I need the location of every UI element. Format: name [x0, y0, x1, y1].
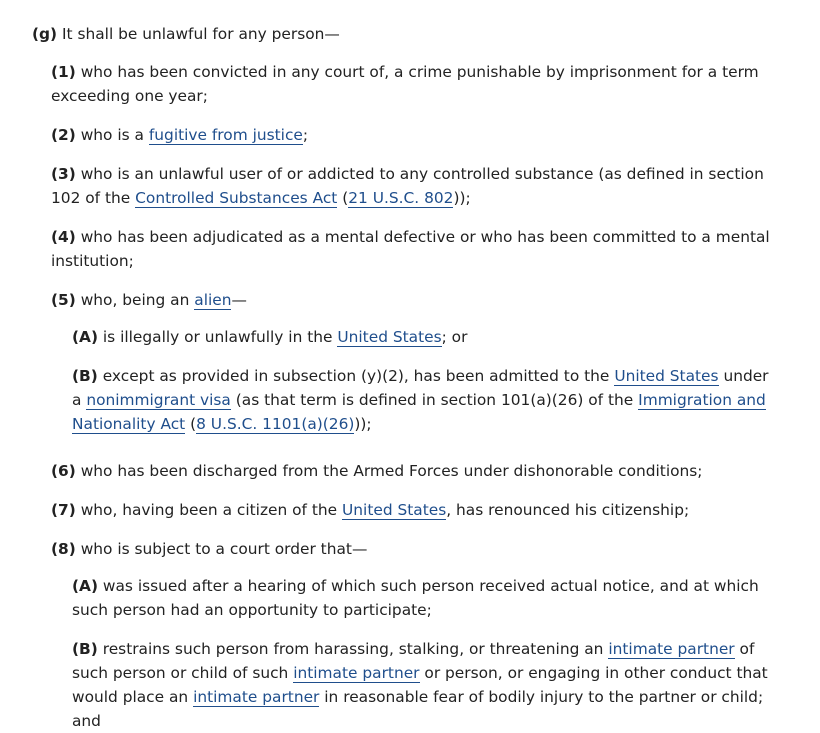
- item-3: [51, 162, 771, 210]
- link-8-usc-1101[interactable]: 8 U.S.C. 1101(a)(26): [196, 415, 355, 433]
- item-5-b-mid1: under a: [72, 367, 769, 409]
- item-4: [51, 225, 771, 273]
- item-8-a-label: (A): [72, 577, 98, 595]
- item-7: [51, 498, 771, 522]
- item-8-b-label: (B): [72, 640, 98, 658]
- item-5-a-end: ; or: [441, 328, 468, 346]
- item-5-a: [72, 325, 777, 349]
- link-intimate-partner[interactable]: intimate partner: [608, 640, 735, 658]
- statute-text: [32, 22, 792, 733]
- item-2-end: ;: [302, 126, 309, 144]
- item-6-text: who has been discharged from the Armed Forces under dishonorable conditions;: [80, 462, 703, 480]
- item-1: [51, 60, 771, 108]
- item-8-a: [72, 574, 777, 622]
- link-alien[interactable]: alien: [194, 291, 232, 309]
- item-4-text: who has been adjudicated as a mental defective or who has been committed to a mental institution;: [51, 228, 770, 270]
- item-6: [51, 459, 771, 483]
- item-5-b-paren: (: [190, 415, 197, 433]
- item-8-b-mid2: or person, or engaging in other conduct that would place an: [72, 664, 768, 706]
- item-8-text: who is subject to a court order that—: [80, 540, 368, 558]
- item-2: [51, 123, 771, 147]
- item-6-label: (6): [51, 462, 76, 480]
- item-5: [51, 288, 771, 312]
- item-5-b-end: ));: [354, 415, 372, 433]
- item-8-b: [72, 637, 777, 733]
- item-3-label: (3): [51, 165, 76, 183]
- item-2-text: who is a: [80, 126, 144, 144]
- item-7-end: , has renounced his citizenship;: [446, 501, 690, 519]
- link-fugitive-from-justice[interactable]: fugitive from justice: [148, 126, 303, 144]
- item-8-b-end: in reasonable fear of bodily injury to the partner or child; and: [72, 688, 764, 730]
- item-5-b-mid2: (as that term is defined in section 101(a)(26) of the: [235, 391, 634, 409]
- link-21-usc-802[interactable]: 21 U.S.C. 802: [348, 189, 454, 207]
- item-8-b-mid1: of such person or child of such: [72, 640, 755, 682]
- item-8: [51, 537, 771, 561]
- link-united-states[interactable]: United States: [614, 367, 719, 385]
- link-intimate-partner[interactable]: intimate partner: [293, 664, 420, 682]
- item-8-b-text: restrains such person from harassing, stalking, or threatening an: [102, 640, 604, 658]
- link-immigration-and-nationality-act[interactable]: Immigration and Nationality Act: [72, 391, 766, 433]
- section-text: It shall be unlawful for any person—: [62, 25, 340, 43]
- item-8-label: (8): [51, 540, 76, 558]
- item-3-text: who is an unlawful user of or addicted to any controlled substance (as defined in section 102 of the: [51, 165, 764, 207]
- item-1-label: (1): [51, 63, 76, 81]
- item-7-text: who, having been a citizen of the: [80, 501, 338, 519]
- link-united-states[interactable]: United States: [337, 328, 442, 346]
- item-3-paren: (: [342, 189, 349, 207]
- item-5-a-label: (A): [72, 328, 98, 346]
- link-controlled-substances-act[interactable]: Controlled Substances Act: [135, 189, 338, 207]
- item-1-text: who has been convicted in any court of, a crime punishable by imprisonment for a term exceeding one year;: [51, 63, 759, 105]
- item-5-label: (5): [51, 291, 76, 309]
- item-8-a-text: was issued after a hearing of which such person received actual notice, and at which such person had an opportunity to participate;: [72, 577, 759, 619]
- item-5-a-text: is illegally or unlawfully in the: [102, 328, 333, 346]
- item-2-label: (2): [51, 126, 76, 144]
- link-united-states[interactable]: United States: [342, 501, 447, 519]
- item-5-b-label: (B): [72, 367, 98, 385]
- link-nonimmigrant-visa[interactable]: nonimmigrant visa: [86, 391, 231, 409]
- item-4-label: (4): [51, 228, 76, 246]
- item-7-label: (7): [51, 501, 76, 519]
- item-5-b-text: except as provided in subsection (y)(2), has been admitted to the: [102, 367, 610, 385]
- section-label: (g): [32, 25, 58, 43]
- item-5-dash: —: [231, 291, 247, 309]
- item-3-end: ));: [453, 189, 471, 207]
- item-5-text: who, being an: [80, 291, 190, 309]
- link-intimate-partner[interactable]: intimate partner: [193, 688, 320, 706]
- section-g: [32, 22, 792, 46]
- item-5-b: [72, 364, 777, 436]
